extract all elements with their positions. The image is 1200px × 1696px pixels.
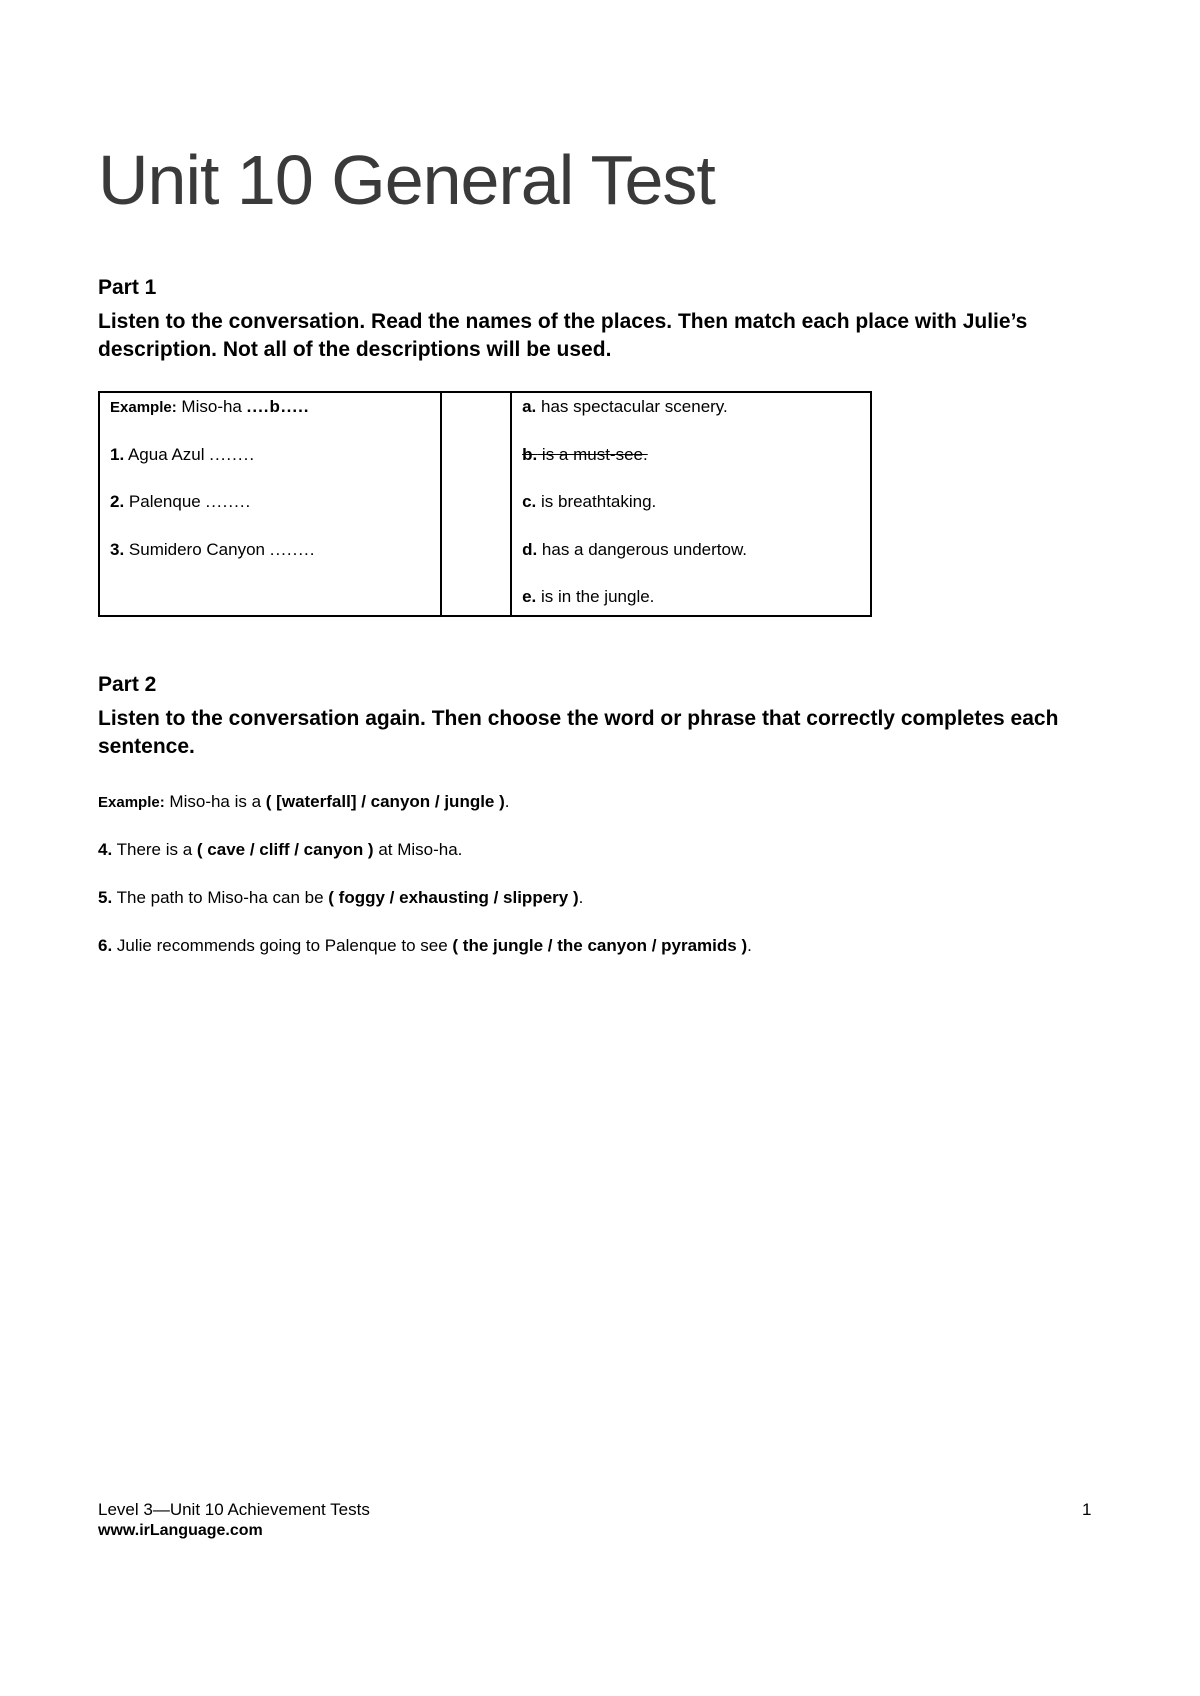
part2-label: Part 2 — [98, 673, 157, 696]
description-item: d. has a dangerous undertow. — [522, 539, 748, 559]
answer-blank[interactable]: ........ — [209, 444, 256, 464]
place-item: 1. Agua Azul ........ — [110, 444, 256, 464]
spacer-column — [441, 392, 511, 616]
descriptions-column — [511, 392, 871, 616]
description-item-used: b. is a must-see. — [522, 444, 648, 464]
answer-choices[interactable]: ( foggy / exhausting / slippery ) — [328, 888, 579, 907]
part1-instructions: Listen to the conversation. Read the names of the places. Then match each place with Julie’s description. Not all of the descriptions will be used. — [98, 310, 1028, 361]
page-title: Unit 10 General Test — [98, 141, 715, 219]
description-item: a. has spectacular scenery. — [522, 397, 728, 416]
footer-url[interactable]: www.irLanguage.com — [98, 1522, 263, 1539]
description-item: e. is in the jungle. — [522, 587, 655, 606]
example-place: Example: Miso-ha ....b..... — [110, 397, 310, 416]
example-question: Example: Miso-ha is a ( [waterfall] / canyon / jungle ). — [98, 792, 510, 811]
matching-table — [98, 391, 872, 617]
footer-title: Level 3—Unit 10 Achievement Tests — [98, 1500, 370, 1519]
answer-choices[interactable]: ( [waterfall] / canyon / jungle ) — [265, 792, 505, 811]
question-5: 5. The path to Miso-ha can be ( foggy / exhausting / slippery ). — [98, 888, 584, 907]
answer-choices[interactable]: ( the jungle / the canyon / pyramids ) — [452, 936, 748, 955]
question-4: 4. There is a ( cave / cliff / canyon ) at Miso-ha. — [98, 840, 463, 859]
part1-label: Part 1 — [98, 276, 157, 299]
place-item: 3. Sumidero Canyon ........ — [110, 539, 316, 559]
answer-blank[interactable]: ....b..... — [246, 397, 310, 416]
answer-choices[interactable]: ( cave / cliff / canyon ) — [196, 840, 374, 859]
question-6: 6. Julie recommends going to Palenque to see ( the jungle / the canyon / pyramids ). — [98, 936, 752, 955]
part2-instructions: Listen to the conversation again. Then choose the word or phrase that correctly completes each sentence. — [98, 707, 1059, 758]
description-item: c. is breathtaking. — [522, 492, 657, 511]
page-number: 1 — [1082, 1500, 1092, 1519]
place-item: 2. Palenque ........ — [110, 492, 252, 511]
answer-blank[interactable]: ........ — [269, 539, 316, 559]
places-column — [99, 392, 441, 616]
answer-blank[interactable]: ........ — [205, 492, 252, 511]
